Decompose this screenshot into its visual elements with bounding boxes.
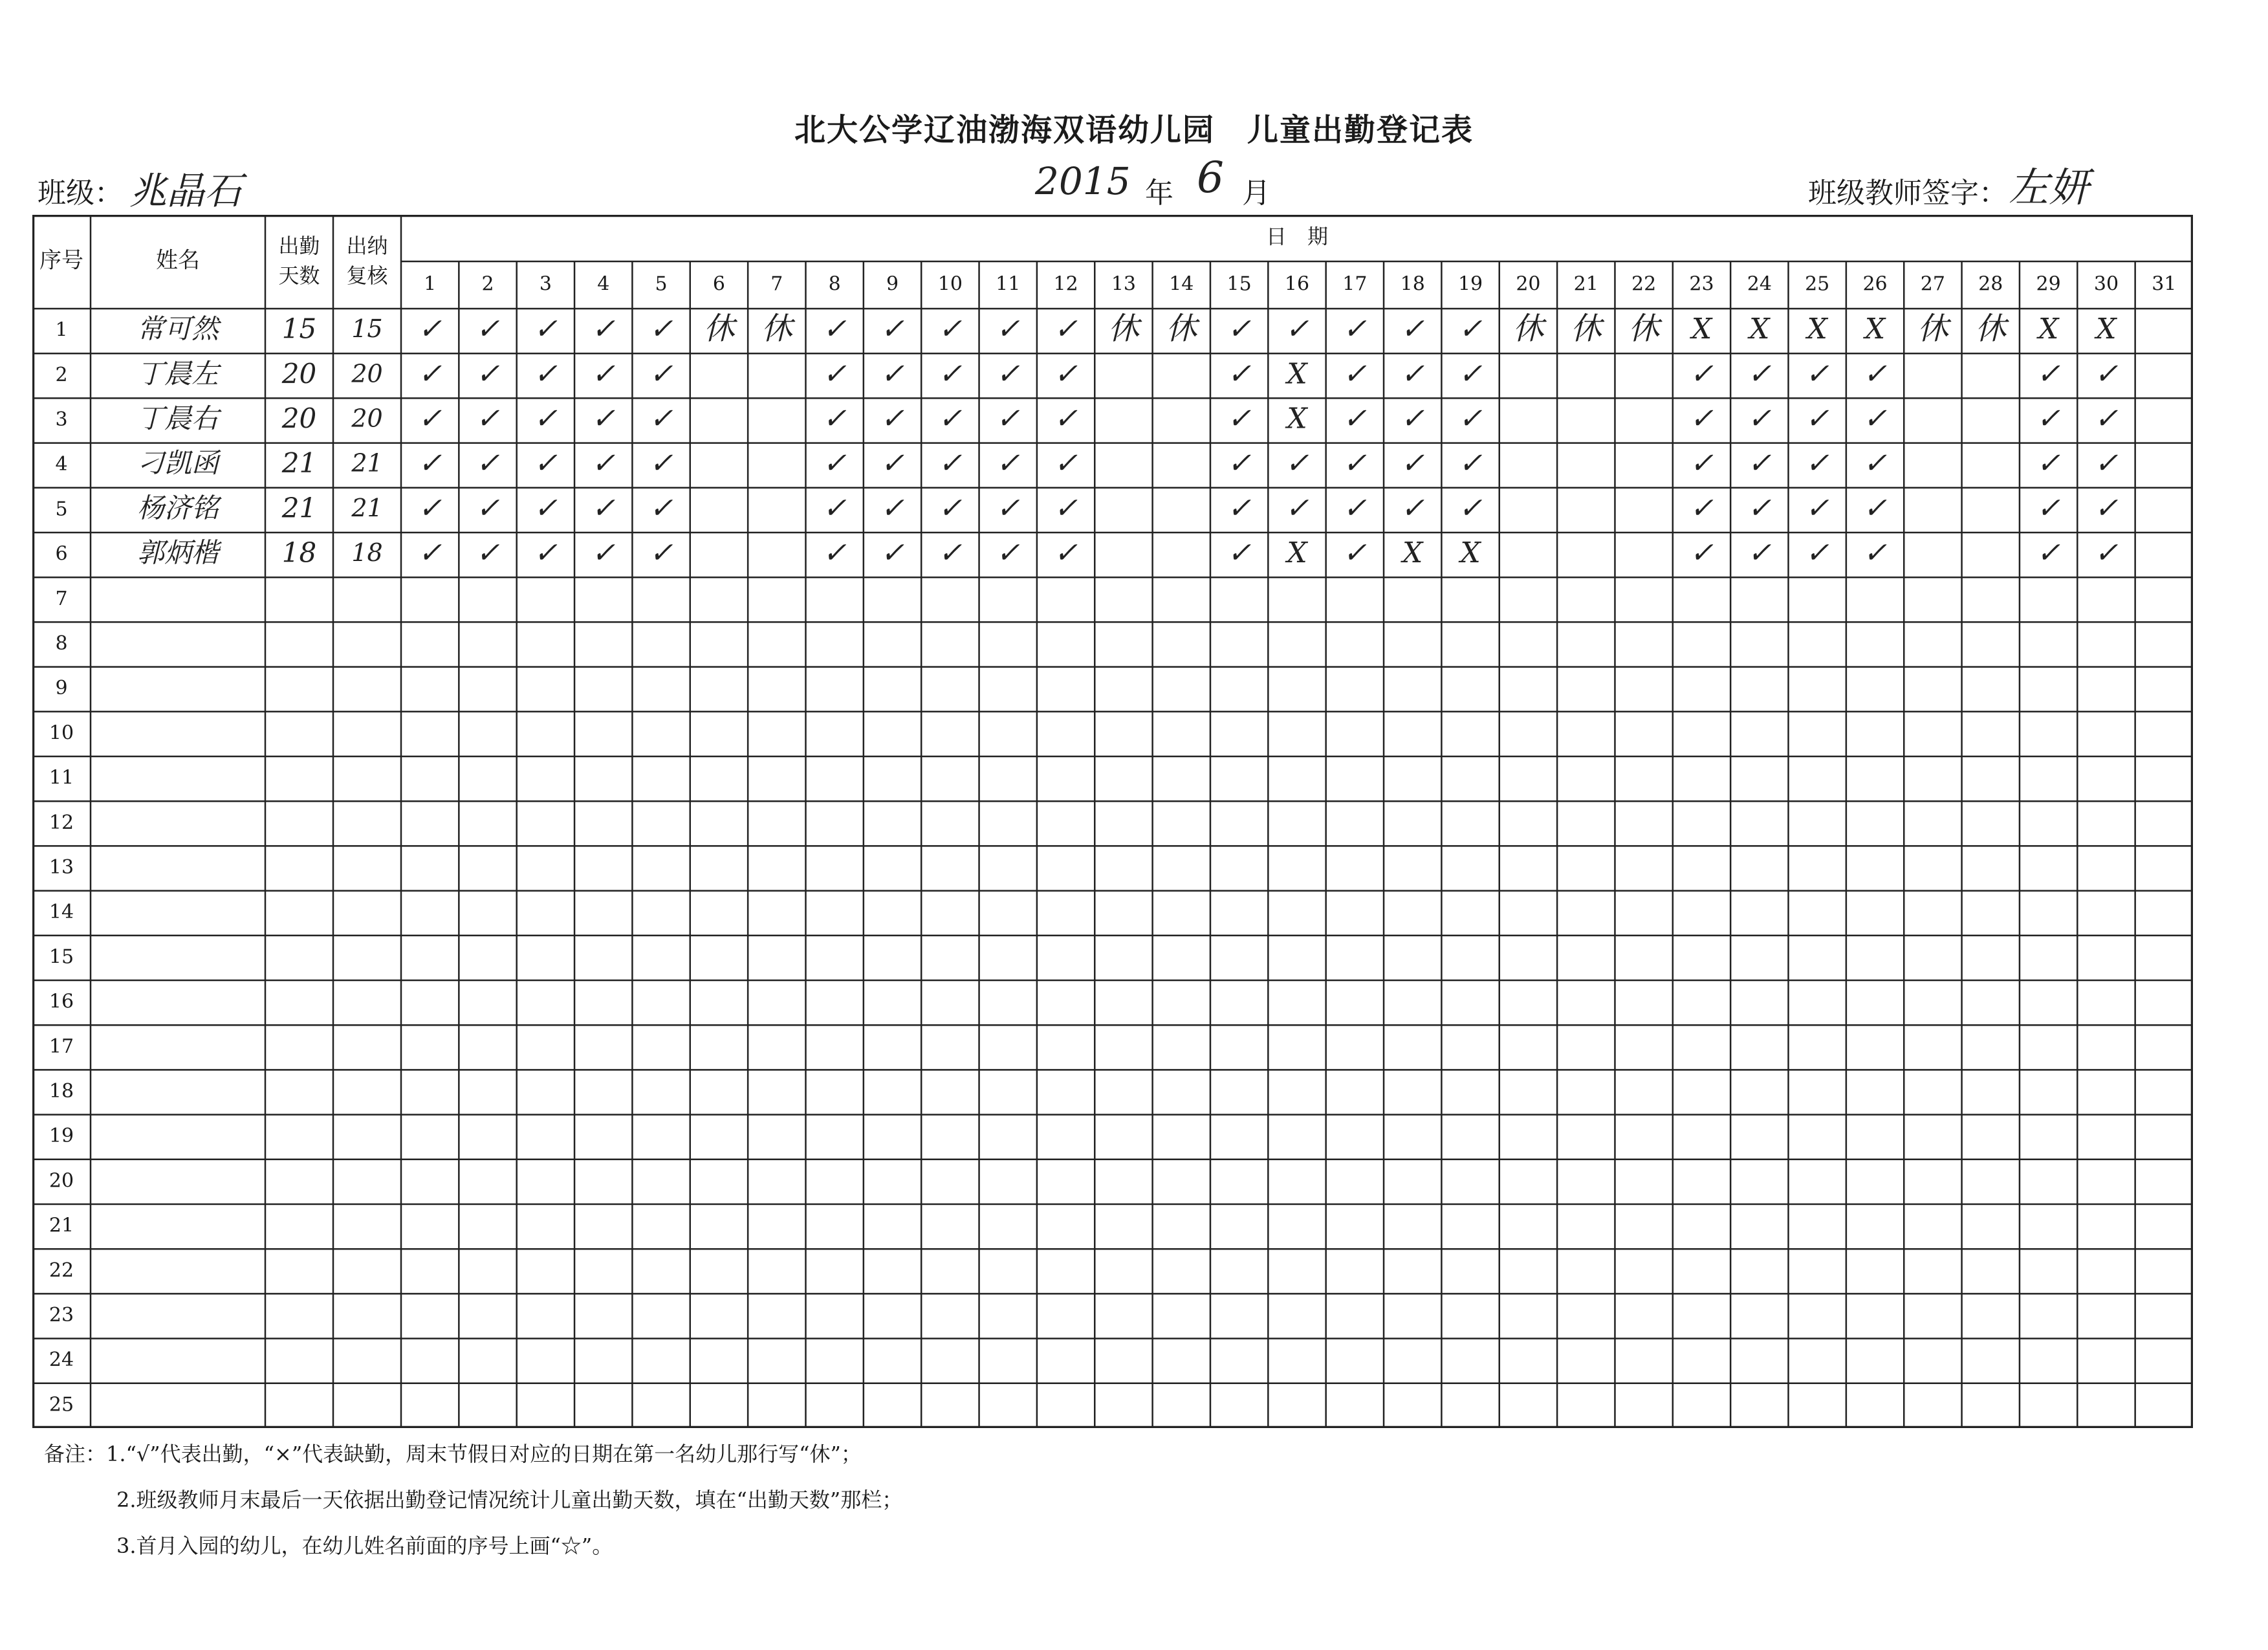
attendance-mark: 休	[1917, 311, 1948, 347]
day-number: 20	[1516, 272, 1541, 296]
day-number: 4	[597, 272, 610, 296]
table-body	[49, 311, 2119, 1416]
attendance-mark: ✓	[1690, 357, 1714, 391]
attendance-mark: ✓	[1805, 402, 1829, 435]
year-unit: 年	[1145, 177, 1173, 210]
attendance-mark: ✓	[2094, 446, 2119, 480]
attendance-mark: ✓	[1458, 491, 1483, 525]
attendance-days: 20	[281, 357, 317, 390]
attendance-mark: ✓	[1054, 536, 1078, 570]
day-number: 7	[770, 272, 783, 296]
attendance-mark: ✓	[475, 491, 500, 525]
day-number: 5	[655, 272, 668, 296]
attendance-mark: ✓	[475, 402, 500, 435]
attendance-mark: ✓	[880, 536, 904, 570]
attendance-mark: ✓	[1863, 446, 1887, 480]
attendance-mark: ✓	[1342, 313, 1367, 346]
child-name: 丁晨右	[136, 402, 219, 434]
attendance-mark: 休	[1166, 311, 1197, 347]
attendance-mark: ✓	[591, 313, 616, 346]
row-number: 6	[55, 542, 68, 566]
attendance-mark: ✓	[1747, 491, 1772, 525]
attendance-mark: ✓	[1285, 491, 1309, 525]
attendance-mark: ✓	[1227, 446, 1252, 480]
attendance-mark: ✓	[880, 491, 904, 525]
attendance-mark: ✓	[1227, 402, 1252, 435]
attendance-mark: ✓	[1863, 491, 1887, 525]
attendance-mark: ✓	[2094, 536, 2119, 570]
attendance-mark: ✓	[649, 313, 673, 346]
attendance-mark: ✓	[938, 536, 963, 570]
row-number: 25	[49, 1393, 74, 1416]
day-number: 12	[1053, 272, 1078, 296]
attendance-mark: ✓	[418, 313, 442, 346]
day-number: 1	[424, 272, 437, 296]
day-number: 28	[1978, 272, 2003, 296]
attendance-mark: 休	[1570, 311, 1602, 347]
attendance-mark: ✓	[475, 313, 500, 346]
note-2: 2.班级教师月末最后一天依据出勤登记情况统计儿童出勤天数，填在“出勤天数”那栏；	[116, 1488, 903, 1512]
month-unit: 月	[1242, 177, 1270, 210]
attendance-mark: X	[1287, 357, 1307, 391]
note-3: 3.首月入园的幼儿，在幼儿姓名前面的序号上画“☆”。	[116, 1534, 613, 1558]
attendance-mark: ✓	[591, 536, 616, 570]
attendance-mark: ✓	[1747, 357, 1772, 391]
child-name: 杨济铭	[136, 492, 219, 524]
attendance-days: 20	[281, 402, 317, 434]
attendance-mark: ✓	[822, 491, 847, 525]
attendance-mark: ✓	[1458, 402, 1483, 435]
attendance-mark: ✓	[1747, 402, 1772, 435]
attendance-mark: ✓	[822, 402, 847, 435]
row-number: 14	[49, 901, 74, 924]
attendance-mark: ✓	[996, 536, 1020, 570]
row-number: 16	[49, 990, 74, 1013]
note-1: 备注：1.“√”代表出勤，“×”代表缺勤，周末节假日对应的日期在第一名幼儿那行写“休”；	[44, 1442, 862, 1466]
attendance-mark: ✓	[1054, 357, 1078, 391]
row-number: 7	[55, 587, 68, 610]
child-name: 丁晨左	[136, 357, 219, 390]
day-number: 3	[539, 272, 552, 296]
day-number: 30	[2093, 272, 2119, 296]
day-number: 11	[996, 272, 1021, 296]
attendance-mark: X	[2038, 313, 2059, 346]
attendance-mark: ✓	[1863, 402, 1887, 435]
attendance-mark: X	[1691, 313, 1712, 346]
page-title: 北大公学辽油渤海双语幼儿园 儿童出勤登记表	[794, 112, 1474, 148]
attendance-mark: ✓	[418, 446, 442, 480]
row-number: 4	[55, 453, 68, 476]
attendance-mark: ✓	[533, 402, 558, 435]
attendance-mark: ✓	[2036, 491, 2061, 525]
attendance-mark: ✓	[822, 357, 847, 391]
attendance-mark: ✓	[1054, 313, 1078, 346]
class-value: 兆晶石	[129, 169, 243, 213]
attendance-mark: ✓	[996, 313, 1020, 346]
attendance-mark: ✓	[1747, 446, 1772, 480]
attendance-mark: ✓	[1401, 357, 1425, 391]
attendance-mark: ✓	[1690, 536, 1714, 570]
row-number: 10	[49, 721, 74, 745]
attendance-mark: ✓	[938, 491, 963, 525]
review-days: 20	[351, 359, 383, 388]
day-number: 19	[1457, 272, 1483, 296]
attendance-mark: ✓	[2036, 402, 2061, 435]
attendance-mark: ✓	[1401, 313, 1425, 346]
row-number: 21	[49, 1214, 74, 1237]
attendance-mark: ✓	[418, 491, 442, 525]
attendance-days: 15	[281, 313, 317, 345]
day-number: 17	[1342, 272, 1368, 296]
day-number: 8	[828, 272, 841, 296]
attendance-mark: ✓	[2036, 357, 2061, 391]
attendance-mark: ✓	[649, 491, 673, 525]
attendance-mark: ✓	[1458, 446, 1483, 480]
attendance-mark: 休	[1512, 311, 1544, 347]
attendance-table	[32, 215, 2193, 1428]
attendance-mark: ✓	[1401, 491, 1425, 525]
attendance-mark: ✓	[996, 357, 1020, 391]
attendance-mark: ✓	[2036, 536, 2061, 570]
review-days: 15	[351, 314, 383, 344]
attendance-mark: X	[1287, 402, 1307, 435]
attendance-mark: ✓	[1227, 357, 1252, 391]
day-number: 10	[937, 272, 963, 296]
attendance-mark: ✓	[1805, 536, 1829, 570]
row-number: 20	[49, 1169, 74, 1193]
day-number: 14	[1169, 272, 1194, 296]
row-number: 13	[49, 856, 74, 879]
attendance-mark: ✓	[1458, 357, 1483, 391]
attendance-mark: ✓	[880, 446, 904, 480]
review-days: 20	[351, 404, 383, 433]
table-header	[39, 225, 2176, 296]
attendance-mark: ✓	[938, 402, 963, 435]
row-number: 9	[55, 677, 68, 700]
row-number: 22	[49, 1259, 74, 1282]
attendance-mark: ✓	[649, 357, 673, 391]
attendance-mark: ✓	[418, 536, 442, 570]
attendance-mark: ✓	[475, 536, 500, 570]
attendance-mark: ✓	[938, 357, 963, 391]
attendance-mark: ✓	[533, 357, 558, 391]
day-number: 25	[1805, 272, 1830, 296]
day-number: 21	[1573, 272, 1598, 296]
attendance-mark: ✓	[1342, 536, 1367, 570]
review-days: 21	[351, 493, 383, 522]
row-number: 15	[49, 945, 74, 969]
attendance-mark: ✓	[1342, 446, 1367, 480]
attendance-mark: ✓	[1054, 491, 1078, 525]
attendance-mark: ✓	[1401, 446, 1425, 480]
attendance-mark: ✓	[649, 536, 673, 570]
day-number: 23	[1689, 272, 1714, 296]
attendance-mark: X	[1807, 313, 1827, 346]
attendance-mark: 休	[1975, 311, 2007, 347]
attendance-mark: ✓	[880, 313, 904, 346]
attendance-mark: ✓	[591, 491, 616, 525]
attendance-mark: ✓	[1690, 491, 1714, 525]
row-number: 24	[49, 1348, 74, 1372]
attendance-mark: ✓	[1863, 536, 1887, 570]
attendance-mark: X	[1749, 313, 1770, 346]
attendance-mark: ✓	[1747, 536, 1772, 570]
row-number: 18	[49, 1080, 74, 1103]
attendance-mark: ✓	[1690, 402, 1714, 435]
attendance-mark: X	[1460, 536, 1481, 570]
attendance-mark: ✓	[649, 402, 673, 435]
header-days-line2: 天数	[278, 263, 320, 288]
teacher-signature: 左妍	[2009, 164, 2089, 211]
attendance-mark: ✓	[2094, 357, 2119, 391]
row-number: 19	[49, 1125, 74, 1148]
attendance-mark: 休	[761, 311, 792, 347]
row-number: 12	[49, 811, 74, 834]
attendance-mark: ✓	[1805, 446, 1829, 480]
attendance-mark: ✓	[591, 446, 616, 480]
header-seq: 序号	[39, 247, 83, 274]
day-number: 9	[886, 272, 899, 296]
attendance-days: 21	[281, 492, 317, 524]
header-review-line2: 复核	[346, 263, 388, 288]
attendance-mark: ✓	[996, 491, 1020, 525]
attendance-days: 21	[281, 447, 317, 479]
attendance-mark: ✓	[1054, 446, 1078, 480]
attendance-mark: ✓	[880, 402, 904, 435]
attendance-mark: 休	[1107, 311, 1139, 347]
day-number: 22	[1631, 272, 1657, 296]
day-number: 29	[2036, 272, 2061, 296]
attendance-mark: ✓	[880, 357, 904, 391]
attendance-mark: ✓	[822, 446, 847, 480]
day-number: 16	[1284, 272, 1310, 296]
day-number: 18	[1400, 272, 1425, 296]
attendance-mark: ✓	[1805, 491, 1829, 525]
attendance-mark: ✓	[1285, 313, 1309, 346]
attendance-mark: ✓	[1342, 491, 1367, 525]
day-number: 31	[2152, 272, 2177, 296]
attendance-mark: ✓	[1401, 402, 1425, 435]
attendance-mark: ✓	[996, 446, 1020, 480]
attendance-mark: ✓	[1054, 402, 1078, 435]
year-value: 2015	[1035, 159, 1131, 203]
attendance-mark: ✓	[533, 446, 558, 480]
table-grid	[32, 215, 2193, 1428]
child-name: 郭炳楷	[136, 536, 219, 569]
header-name: 姓名	[156, 247, 200, 274]
attendance-mark: X	[1402, 536, 1423, 570]
attendance-mark: ✓	[418, 402, 442, 435]
row-number: 3	[55, 408, 68, 431]
attendance-mark: ✓	[475, 446, 500, 480]
attendance-mark: ✓	[649, 446, 673, 480]
attendance-mark: ✓	[533, 536, 558, 570]
month-value: 6	[1197, 153, 1224, 203]
attendance-mark: ✓	[1805, 357, 1829, 391]
attendance-mark: ✓	[1458, 313, 1483, 346]
row-number: 11	[49, 766, 74, 789]
day-number: 27	[1920, 272, 1945, 296]
row-number: 8	[55, 632, 68, 655]
attendance-mark: ✓	[938, 313, 963, 346]
day-number: 26	[1862, 272, 1888, 296]
row-number: 5	[55, 498, 68, 521]
review-days: 21	[351, 448, 383, 478]
attendance-mark: ✓	[591, 357, 616, 391]
attendance-mark: ✓	[591, 402, 616, 435]
attendance-mark: ✓	[1342, 402, 1367, 435]
attendance-mark: 休	[1628, 311, 1660, 347]
attendance-mark: ✓	[533, 491, 558, 525]
attendance-mark: X	[1287, 536, 1307, 570]
child-name: 常可然	[136, 313, 219, 345]
header-days-line1: 出勤	[278, 234, 320, 258]
attendance-mark: ✓	[1863, 357, 1887, 391]
attendance-mark: ✓	[1285, 446, 1309, 480]
attendance-mark: ✓	[1690, 446, 1714, 480]
attendance-mark: X	[2096, 313, 2117, 346]
teacher-label: 班级教师签字：	[1808, 177, 2007, 210]
attendance-mark: ✓	[1227, 313, 1252, 346]
attendance-mark: X	[1864, 313, 1886, 346]
review-days: 18	[351, 538, 383, 567]
day-number: 24	[1747, 272, 1772, 296]
day-number: 6	[712, 272, 725, 296]
attendance-mark: ✓	[2036, 446, 2061, 480]
header-review-line1: 出纳	[346, 234, 388, 258]
child-name: 刁凯函	[136, 447, 219, 479]
row-number: 23	[49, 1304, 74, 1326]
day-number: 15	[1227, 272, 1252, 296]
attendance-mark: ✓	[822, 536, 847, 570]
day-number: 2	[481, 272, 494, 296]
attendance-mark: ✓	[996, 402, 1020, 435]
attendance-mark: ✓	[533, 313, 558, 346]
attendance-mark: ✓	[418, 357, 442, 391]
row-number: 17	[49, 1035, 74, 1058]
attendance-mark: 休	[703, 311, 735, 347]
attendance-mark: ✓	[2094, 491, 2119, 525]
class-label: 班级：	[38, 177, 123, 210]
attendance-mark: ✓	[938, 446, 963, 480]
attendance-mark: ✓	[822, 313, 847, 346]
attendance-mark: ✓	[1342, 357, 1367, 391]
header-date: 日 期	[1265, 224, 1329, 249]
attendance-mark: ✓	[1227, 536, 1252, 570]
attendance-mark: ✓	[475, 357, 500, 391]
day-number: 13	[1111, 272, 1137, 296]
row-number: 1	[55, 318, 68, 342]
attendance-days: 18	[281, 536, 317, 569]
row-number: 2	[55, 363, 68, 386]
attendance-mark: ✓	[1227, 491, 1252, 525]
attendance-mark: ✓	[2094, 402, 2119, 435]
